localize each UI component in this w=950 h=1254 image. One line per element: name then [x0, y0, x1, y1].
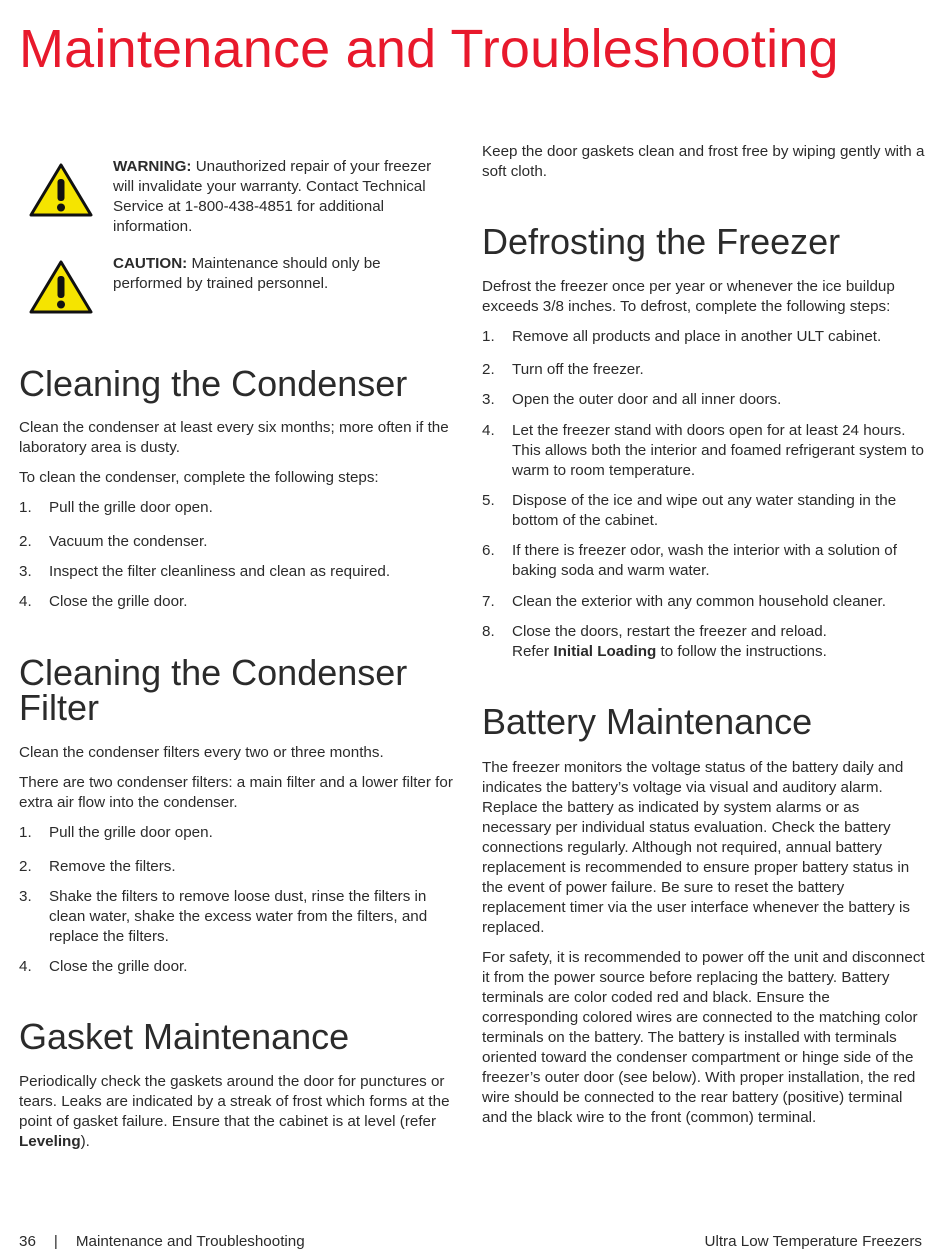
page-title: Maintenance and Troubleshooting	[19, 19, 839, 79]
list-item: 8. Close the doors, restart the freezer and reload. Refer Initial Loading to follow the instructions.	[482, 623, 827, 660]
initial-loading-reference: Initial Loading	[553, 643, 657, 660]
caution-body: Maintenance should only be performed by trained personnel.	[113, 255, 381, 292]
gasket-text: Periodically check the gaskets around the door for punctures or tears. Leaks are indicated by a streak of frost which forms at the point of gasket failure. Ensure that the cabinet is at level (refer Leveling).	[19, 1073, 450, 1150]
footer-product: Ultra Low Temperature Freezers	[704, 1233, 922, 1250]
list-item: 4. Close the grille door.	[19, 593, 188, 610]
defrosting-heading: Defrosting the Freezer	[482, 221, 841, 262]
list-item: 2. Remove the filters.	[19, 858, 176, 875]
footer-section: Maintenance and Troubleshooting	[75, 1233, 305, 1250]
warning-label: WARNING:	[113, 158, 192, 175]
page-footer	[19, 1232, 922, 1252]
list-item: 1. Pull the grille door open.	[19, 824, 213, 841]
cleaning-condenser-lead: To clean the condenser, complete the following steps:	[19, 469, 379, 486]
warning-body: Unauthorized repair of your freezer will invalidate your warranty. Contact Technical Service at 1-800-438-4851 for additional information.	[113, 158, 432, 235]
caution-text	[113, 254, 453, 294]
list-item: 3. Inspect the filter cleanliness and clean as required.	[19, 563, 391, 580]
list-item: 6. If there is freezer odor, wash the interior with a solution of baking soda and warm water.	[482, 542, 897, 579]
list-item: 7. Clean the exterior with any common household cleaner.	[482, 593, 886, 610]
defrosting-intro: Defrost the freezer once per year or whenever the ice buildup exceeds 3/8 inches. To defrost, complete the following steps:	[482, 278, 895, 315]
cleaning-filter-intro: Clean the condenser filters every two or three months.	[19, 744, 384, 761]
cleaning-condenser-intro: Clean the condenser at least every six months; more often if the laboratory area is dusty.	[19, 419, 449, 456]
list-item: 1. Pull the grille door open.	[19, 499, 213, 516]
gasket-heading: Gasket Maintenance	[19, 1016, 350, 1057]
battery-para-1: The freezer monitors the voltage status of the battery daily and indicates the battery’s voltage via visual and auditory alarm. Replace the battery as indicated by system alarms or as necessary per individual status evaluation. Check the battery connections regularly. Although not required, annual battery replacement is recommended to ensure proper battery status in the event of power failure. Be sure to reset the battery replacement timer via the user interface whenever the battery is replaced.	[482, 759, 910, 936]
list-item: 3. Open the outer door and all inner doors.	[482, 391, 782, 408]
list-item: 2. Turn off the freezer.	[482, 361, 644, 378]
warning-text	[113, 157, 453, 237]
leveling-reference: Leveling	[19, 1133, 81, 1150]
cleaning-filter-heading: Cleaning the Condenser Filter	[19, 652, 408, 728]
list-item: 2. Vacuum the condenser.	[19, 533, 208, 550]
warning-triangle-icon	[29, 260, 93, 314]
battery-para-2: For safety, it is recommended to power off the unit and disconnect it from the power source before replacing the battery. Battery terminals are color coded red and black. Ensure the corresponding colored wires are connected to the matching color terminals on the battery. The battery is installed with terminals oriented toward the condenser compartment or hinge side of the freezer’s outer door (see below). With proper installation, the red wire should be connected to the rear battery (positive) terminal and the black wire to the front (common) terminal.	[482, 949, 925, 1126]
list-item: 4. Close the grille door.	[19, 958, 188, 975]
battery-heading: Battery Maintenance	[482, 701, 813, 742]
cleaning-condenser-heading: Cleaning the Condenser	[19, 363, 408, 404]
caution-label: CAUTION:	[113, 255, 188, 272]
gasket-continued-text: Keep the door gaskets clean and frost free by wiping gently with a soft cloth.	[482, 143, 925, 180]
cleaning-filter-lead: There are two condenser filters: a main filter and a lower filter for extra air flow into the condenser.	[19, 774, 453, 811]
list-item: 4. Let the freezer stand with doors open for at least 24 hours. This allows both the interior and foamed refrigerant system to warm to room temperature.	[482, 422, 924, 479]
footer-left	[19, 1232, 305, 1252]
list-item: 3. Shake the filters to remove loose dust, rinse the filters in clean water, shake the excess water from the filters, and replace the filters.	[19, 888, 428, 945]
list-item: 1. Remove all products and place in another ULT cabinet.	[482, 328, 882, 345]
footer-separator: |	[53, 1233, 58, 1250]
list-item: 5. Dispose of the ice and wipe out any water standing in the bottom of the cabinet.	[482, 492, 897, 529]
page-number: 36	[19, 1233, 36, 1250]
warning-triangle-icon	[29, 163, 93, 217]
